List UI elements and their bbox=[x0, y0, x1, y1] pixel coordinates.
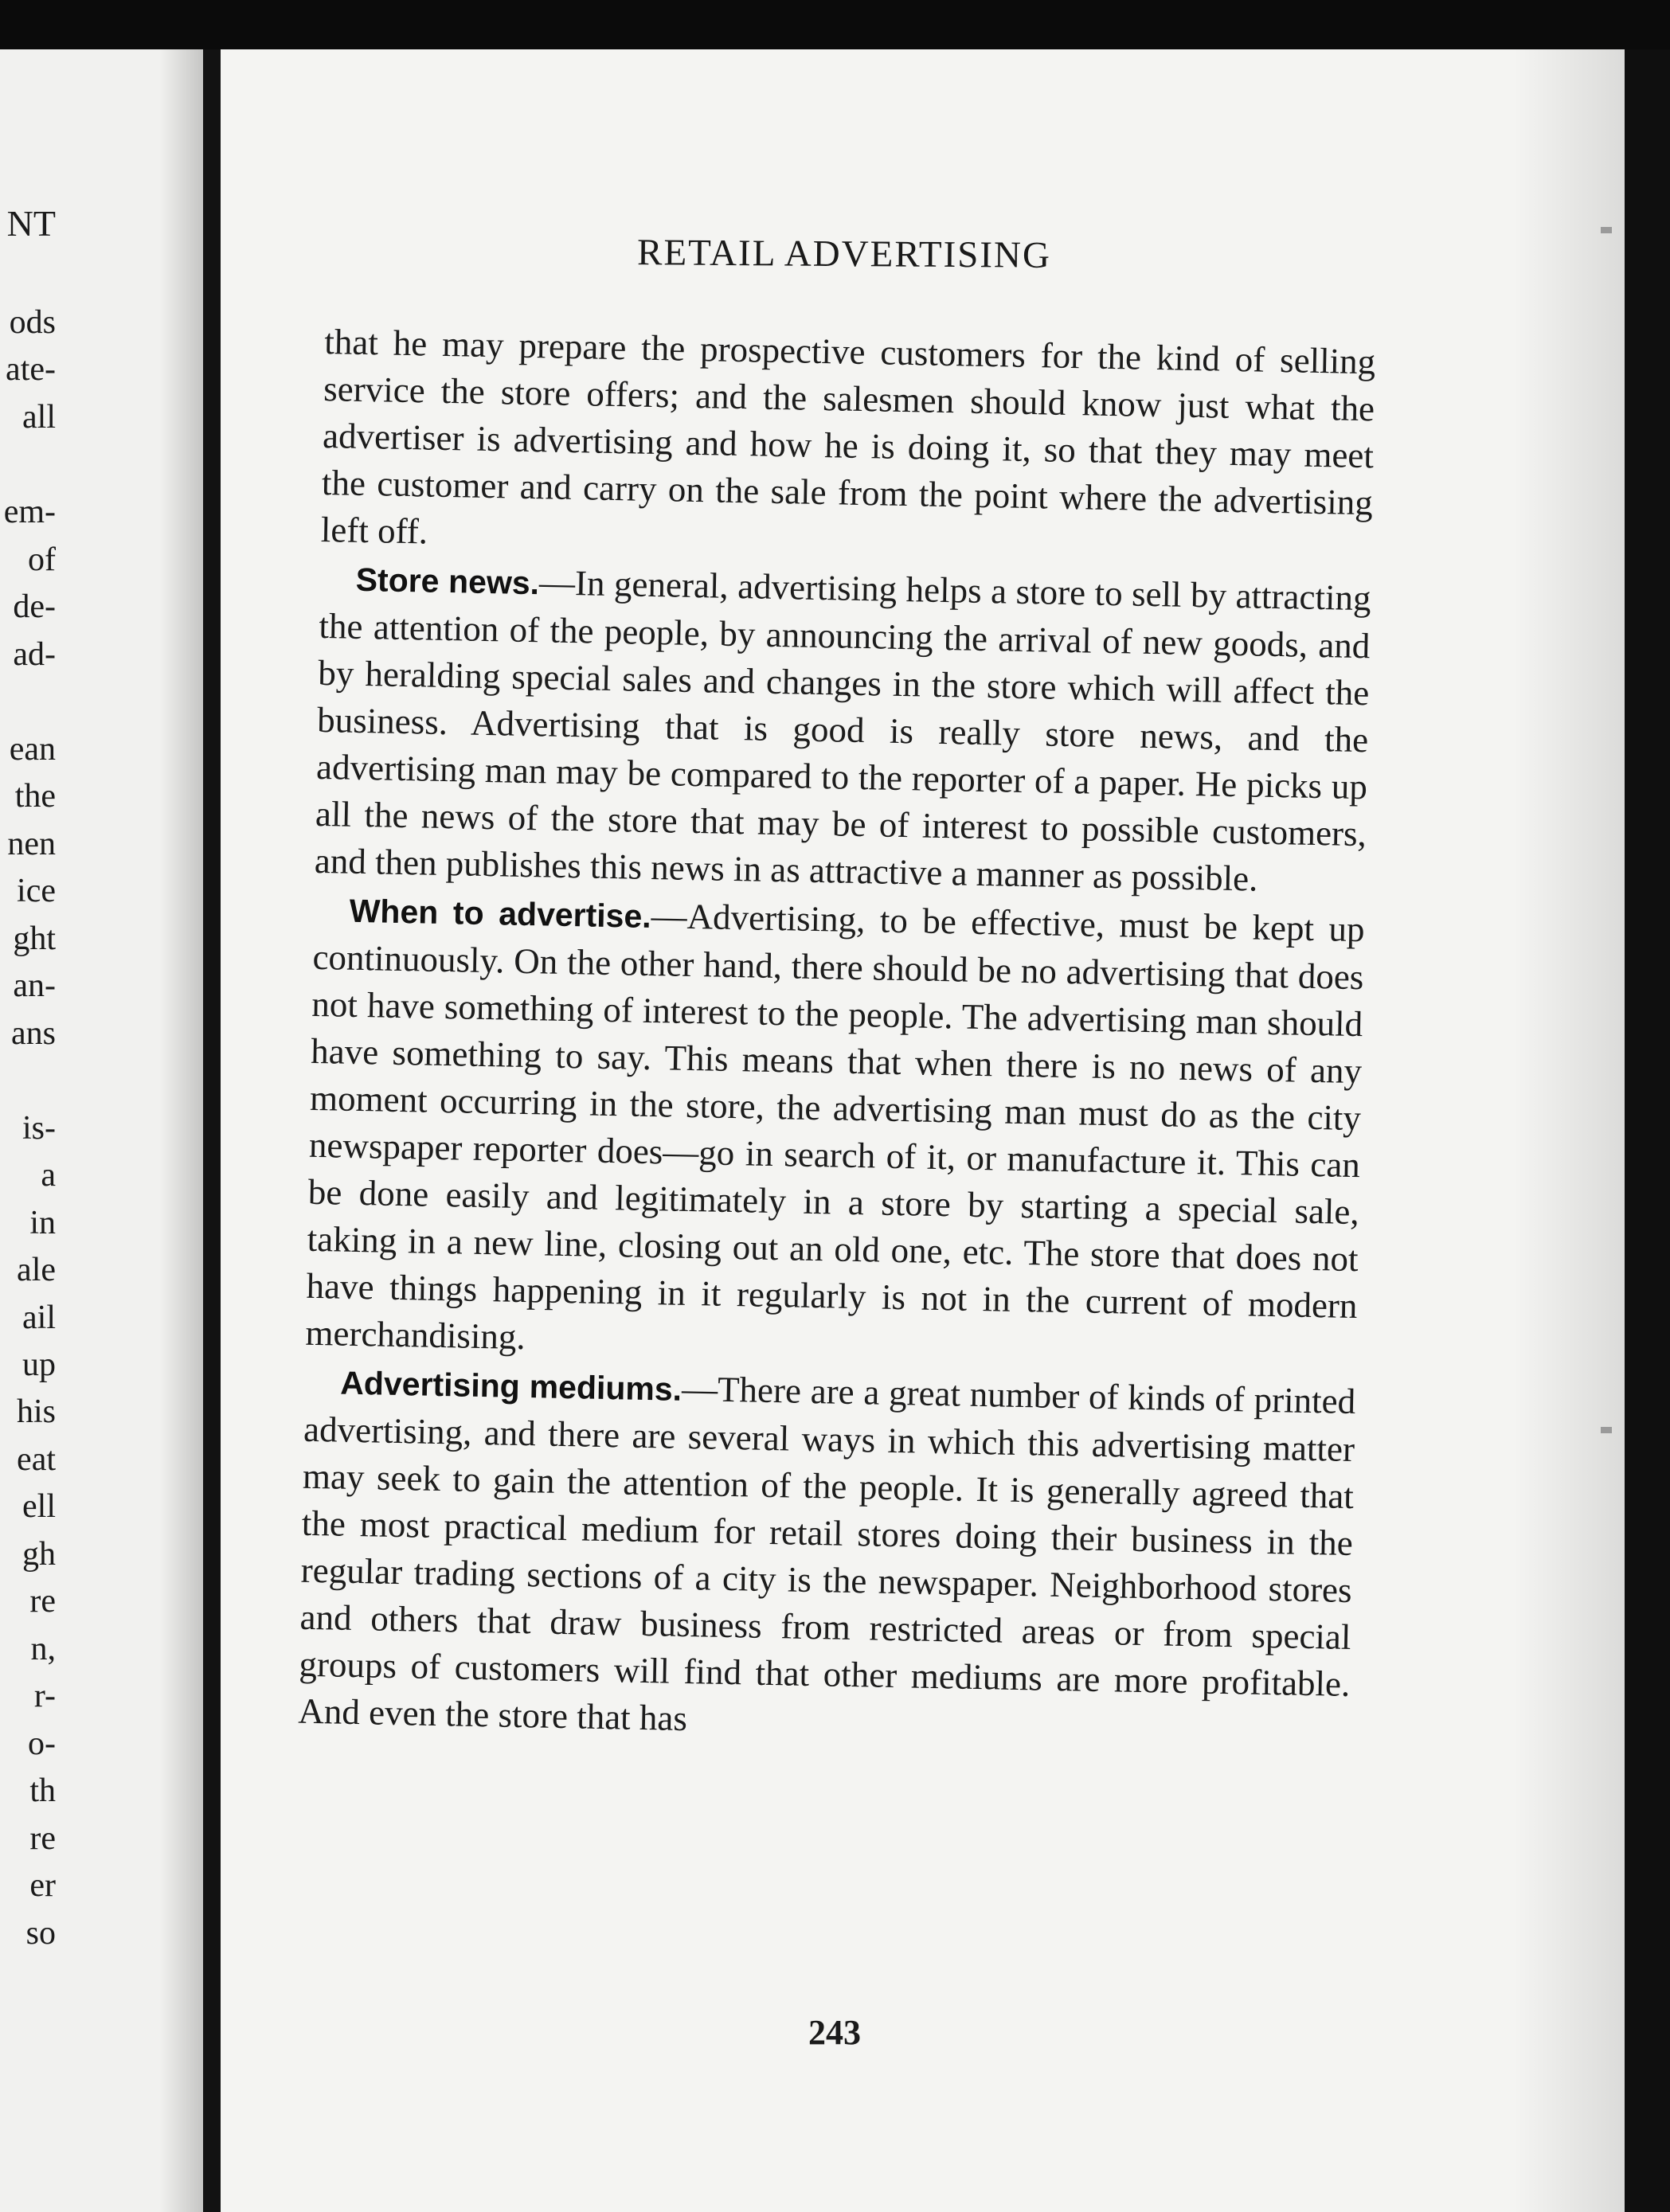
left-page-line-fragment: ods bbox=[9, 304, 56, 341]
page-edge-mark bbox=[1601, 227, 1612, 233]
section-heading: When to advertise. bbox=[349, 892, 652, 935]
paragraph-text: —Advertising, to be effective, must be kept up continuously. On the other hand, there should be no advertising that does not have something of interest to the people. The advertising man should have something to say. This means that when there is no news of any moment occurring in the store, the advertising man must do as the city newspaper reporter does—go in search of it, or manufacture it. This can be done easily and legitimately in a store by starting a special sale, taking in a new line, closing out an old one, etc. The store that does not have things happening in it regularly is not in the current of modern merchandising. bbox=[305, 896, 1365, 1358]
left-page-line-fragment: his bbox=[16, 1393, 56, 1430]
running-head: RETAIL ADVERTISING bbox=[636, 232, 1052, 276]
left-page-line-fragment: r- bbox=[33, 1678, 56, 1714]
left-page-line-fragment: ail bbox=[22, 1299, 56, 1336]
book-gutter bbox=[203, 49, 221, 2212]
scan-top-border bbox=[0, 0, 1670, 49]
left-page-line-fragment: eat bbox=[17, 1441, 56, 1478]
section-heading: Store news. bbox=[355, 561, 540, 602]
left-page-line-fragment: ad- bbox=[13, 636, 56, 673]
left-page-line-fragment: up bbox=[22, 1346, 56, 1383]
paragraph-text: that he may prepare the prospective customers for the kind of selling service the store offers; and the salesmen should know just what the advertiser is advertising and how he is doing it, so that they may meet the customer and carry on the sale from the point where the advertising left off. bbox=[320, 321, 1376, 552]
left-page-line-fragment: ice bbox=[17, 873, 56, 909]
paragraph-text: —There are a great number of kinds of printed advertising, and there are several ways in which this advertising matter may seek to gain the attention of the people. It is generally agreed that the most practical medium for retail stores doing their business in the regular trading sections of a city is the newspaper. Neighborhood stores and others that draw business from restricted areas or from special groups of customers will find that other mediums are more profitable. And even the store that has bbox=[297, 1368, 1356, 1739]
left-page-line-fragment: ght bbox=[13, 920, 56, 957]
paragraph bbox=[314, 555, 1371, 905]
left-page-line-fragment: in bbox=[29, 1205, 56, 1241]
section-heading: Advertising mediums. bbox=[339, 1364, 682, 1408]
page-number: 243 bbox=[808, 2013, 861, 2052]
left-page-line-fragment: a bbox=[41, 1157, 56, 1194]
left-page-line-fragment: er bbox=[29, 1867, 56, 1904]
left-page-line-fragment: de- bbox=[13, 588, 56, 625]
left-page-gutter-shadow bbox=[159, 49, 203, 2212]
left-page-line-fragment: ate- bbox=[6, 351, 56, 388]
left-page-line-fragment: so bbox=[25, 1915, 56, 1952]
left-page-line-fragment: all bbox=[22, 399, 56, 436]
left-page-line-fragment: gh bbox=[22, 1536, 56, 1573]
paragraph-text: —In general, advertising helps a store to sell by attracting the attention of the people, by announcing the arrival of new goods, and by heralding special sales and changes in the store which will affect the business. Advertising that is good is really store news, and the advertising man may be compared to the reporter of a paper. He picks up all the news of the store that may be of interest to possible customers, and then publishes this news in as attractive a manner as possible. bbox=[314, 562, 1371, 899]
page-body bbox=[298, 319, 1376, 1755]
left-page-line-fragment: is- bbox=[22, 1110, 56, 1147]
paragraph bbox=[305, 886, 1365, 1377]
page-edge-mark bbox=[1601, 1427, 1612, 1433]
left-page-line-fragment: ean bbox=[9, 731, 56, 768]
left-page-line-fragment: ale bbox=[17, 1252, 56, 1288]
paragraph bbox=[298, 1358, 1356, 1755]
left-page-line-fragment: o- bbox=[28, 1725, 56, 1762]
paragraph bbox=[320, 319, 1375, 573]
left-page-line-fragment: the bbox=[14, 778, 56, 815]
left-page-line-fragment: th bbox=[29, 1772, 56, 1809]
left-page-line-fragment: n, bbox=[30, 1631, 56, 1667]
left-page-line-fragment: of bbox=[28, 541, 56, 578]
left-page-line-fragment: nen bbox=[7, 826, 56, 862]
left-page-line-fragment: em- bbox=[3, 494, 56, 530]
left-page-line-fragment: ans bbox=[11, 1015, 56, 1052]
scan-right-border bbox=[1625, 49, 1670, 2212]
left-page-line-fragment: an- bbox=[13, 967, 56, 1004]
left-page-line-fragment: re bbox=[29, 1820, 56, 1857]
left-page-header-fragment: NT bbox=[6, 203, 56, 244]
left-page-line-fragment: ell bbox=[22, 1488, 56, 1525]
right-page-edge-shade bbox=[1513, 49, 1625, 2212]
left-page-line-fragment: re bbox=[29, 1583, 56, 1620]
